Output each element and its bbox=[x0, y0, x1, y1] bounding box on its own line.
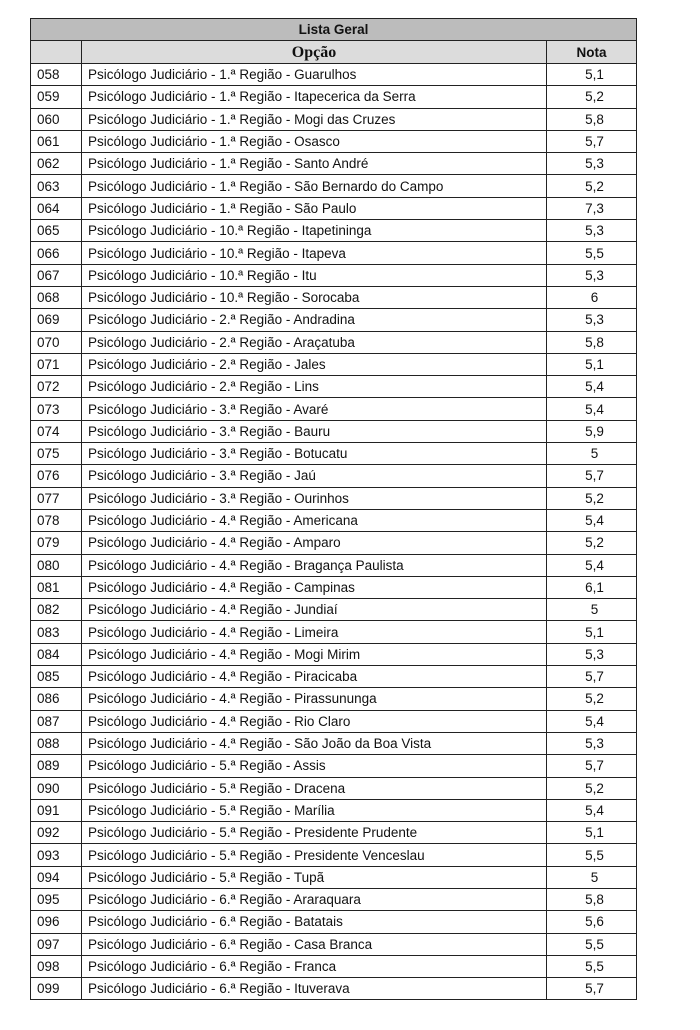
row-opcao: Psicólogo Judiciário - 6.ª Região - Ituverava bbox=[82, 978, 547, 1000]
row-opcao: Psicólogo Judiciário - 5.ª Região - Dracena bbox=[82, 777, 547, 799]
row-nota: 5,2 bbox=[547, 175, 637, 197]
row-opcao: Psicólogo Judiciário - 2.ª Região - Andradina bbox=[82, 309, 547, 331]
row-number: 099 bbox=[31, 978, 82, 1000]
row-number: 080 bbox=[31, 554, 82, 576]
row-nota: 5,4 bbox=[547, 799, 637, 821]
table-row bbox=[31, 64, 637, 86]
table-title: Lista Geral bbox=[31, 19, 637, 41]
row-number: 063 bbox=[31, 175, 82, 197]
table-row bbox=[31, 286, 637, 308]
row-nota: 5,5 bbox=[547, 933, 637, 955]
row-opcao: Psicólogo Judiciário - 3.ª Região - Avaré bbox=[82, 398, 547, 420]
row-nota: 5,4 bbox=[547, 554, 637, 576]
table-row bbox=[31, 264, 637, 286]
table-row bbox=[31, 153, 637, 175]
table-row bbox=[31, 666, 637, 688]
row-nota: 5,7 bbox=[547, 755, 637, 777]
table-header-row bbox=[31, 41, 637, 64]
row-number: 072 bbox=[31, 376, 82, 398]
row-nota: 6 bbox=[547, 286, 637, 308]
row-nota: 5,7 bbox=[547, 130, 637, 152]
row-number: 084 bbox=[31, 643, 82, 665]
row-opcao: Psicólogo Judiciário - 10.ª Região - Sorocaba bbox=[82, 286, 547, 308]
row-number: 095 bbox=[31, 888, 82, 910]
row-opcao: Psicólogo Judiciário - 5.ª Região - Presidente Prudente bbox=[82, 822, 547, 844]
row-nota: 5,8 bbox=[547, 108, 637, 130]
row-nota: 5,6 bbox=[547, 911, 637, 933]
row-opcao: Psicólogo Judiciário - 4.ª Região - Americana bbox=[82, 509, 547, 531]
header-num bbox=[31, 41, 82, 64]
row-opcao: Psicólogo Judiciário - 4.ª Região - Rio Claro bbox=[82, 710, 547, 732]
row-nota: 5,3 bbox=[547, 732, 637, 754]
row-number: 060 bbox=[31, 108, 82, 130]
row-opcao: Psicólogo Judiciário - 4.ª Região - Mogi Mirim bbox=[82, 643, 547, 665]
row-opcao: Psicólogo Judiciário - 3.ª Região - Bauru bbox=[82, 420, 547, 442]
row-nota: 5,1 bbox=[547, 64, 637, 86]
row-nota: 5,8 bbox=[547, 331, 637, 353]
row-number: 058 bbox=[31, 64, 82, 86]
row-nota: 6,1 bbox=[547, 576, 637, 598]
row-nota: 5,7 bbox=[547, 978, 637, 1000]
table-row bbox=[31, 621, 637, 643]
table-row bbox=[31, 732, 637, 754]
row-nota: 5,3 bbox=[547, 220, 637, 242]
row-opcao: Psicólogo Judiciário - 1.ª Região - Guarulhos bbox=[82, 64, 547, 86]
table-row bbox=[31, 130, 637, 152]
table-row bbox=[31, 86, 637, 108]
row-opcao: Psicólogo Judiciário - 4.ª Região - Amparo bbox=[82, 532, 547, 554]
row-nota: 5,9 bbox=[547, 420, 637, 442]
row-opcao: Psicólogo Judiciário - 4.ª Região - Campinas bbox=[82, 576, 547, 598]
row-nota: 5,2 bbox=[547, 532, 637, 554]
row-nota: 5,4 bbox=[547, 509, 637, 531]
table-row bbox=[31, 420, 637, 442]
row-nota: 5,4 bbox=[547, 710, 637, 732]
row-opcao: Psicólogo Judiciário - 10.ª Região - Itu bbox=[82, 264, 547, 286]
table-row bbox=[31, 643, 637, 665]
row-opcao: Psicólogo Judiciário - 4.ª Região - Piracicaba bbox=[82, 666, 547, 688]
row-nota: 5,7 bbox=[547, 666, 637, 688]
row-number: 082 bbox=[31, 599, 82, 621]
row-nota: 5,2 bbox=[547, 777, 637, 799]
row-number: 079 bbox=[31, 532, 82, 554]
table-row bbox=[31, 911, 637, 933]
table-row bbox=[31, 888, 637, 910]
row-opcao: Psicólogo Judiciário - 5.ª Região - Tupã bbox=[82, 866, 547, 888]
row-opcao: Psicólogo Judiciário - 5.ª Região - Presidente Venceslau bbox=[82, 844, 547, 866]
row-nota: 5,3 bbox=[547, 309, 637, 331]
row-number: 097 bbox=[31, 933, 82, 955]
table-row bbox=[31, 777, 637, 799]
row-number: 089 bbox=[31, 755, 82, 777]
row-opcao: Psicólogo Judiciário - 10.ª Região - Itapetininga bbox=[82, 220, 547, 242]
row-number: 098 bbox=[31, 955, 82, 977]
row-number: 074 bbox=[31, 420, 82, 442]
row-opcao: Psicólogo Judiciário - 1.ª Região - São Bernardo do Campo bbox=[82, 175, 547, 197]
header-opcao: Opção bbox=[82, 41, 547, 64]
row-nota: 5,3 bbox=[547, 153, 637, 175]
row-opcao: Psicólogo Judiciário - 6.ª Região - Casa Branca bbox=[82, 933, 547, 955]
row-opcao: Psicólogo Judiciário - 5.ª Região - Assis bbox=[82, 755, 547, 777]
table-row bbox=[31, 576, 637, 598]
row-nota: 5,1 bbox=[547, 353, 637, 375]
row-number: 070 bbox=[31, 331, 82, 353]
row-nota: 5,4 bbox=[547, 376, 637, 398]
row-number: 076 bbox=[31, 465, 82, 487]
row-nota: 5,8 bbox=[547, 888, 637, 910]
row-number: 067 bbox=[31, 264, 82, 286]
table-title-row bbox=[31, 19, 637, 41]
table-body bbox=[31, 64, 637, 1000]
row-nota: 5 bbox=[547, 866, 637, 888]
row-nota: 5,2 bbox=[547, 86, 637, 108]
row-number: 081 bbox=[31, 576, 82, 598]
header-nota: Nota bbox=[547, 41, 637, 64]
row-opcao: Psicólogo Judiciário - 6.ª Região - Araraquara bbox=[82, 888, 547, 910]
table-row bbox=[31, 599, 637, 621]
row-nota: 5,7 bbox=[547, 465, 637, 487]
table-row bbox=[31, 755, 637, 777]
row-opcao: Psicólogo Judiciário - 3.ª Região - Ourinhos bbox=[82, 487, 547, 509]
row-number: 064 bbox=[31, 197, 82, 219]
row-opcao: Psicólogo Judiciário - 1.ª Região - Osasco bbox=[82, 130, 547, 152]
row-number: 091 bbox=[31, 799, 82, 821]
row-number: 077 bbox=[31, 487, 82, 509]
row-number: 094 bbox=[31, 866, 82, 888]
row-nota: 5,1 bbox=[547, 822, 637, 844]
lista-geral-table bbox=[30, 18, 637, 1000]
table-row bbox=[31, 331, 637, 353]
row-nota: 5,2 bbox=[547, 487, 637, 509]
row-number: 078 bbox=[31, 509, 82, 531]
row-nota: 5,2 bbox=[547, 688, 637, 710]
row-number: 066 bbox=[31, 242, 82, 264]
row-opcao: Psicólogo Judiciário - 3.ª Região - Jaú bbox=[82, 465, 547, 487]
table-row bbox=[31, 398, 637, 420]
row-number: 093 bbox=[31, 844, 82, 866]
row-nota: 5,5 bbox=[547, 242, 637, 264]
row-nota: 5,1 bbox=[547, 621, 637, 643]
table-row bbox=[31, 955, 637, 977]
row-nota: 5,4 bbox=[547, 398, 637, 420]
table-row bbox=[31, 509, 637, 531]
table-row bbox=[31, 710, 637, 732]
row-opcao: Psicólogo Judiciário - 4.ª Região - São João da Boa Vista bbox=[82, 732, 547, 754]
row-number: 090 bbox=[31, 777, 82, 799]
row-number: 096 bbox=[31, 911, 82, 933]
table-row bbox=[31, 866, 637, 888]
row-number: 071 bbox=[31, 353, 82, 375]
table-row bbox=[31, 933, 637, 955]
table-row bbox=[31, 242, 637, 264]
row-opcao: Psicólogo Judiciário - 6.ª Região - Batatais bbox=[82, 911, 547, 933]
table-row bbox=[31, 688, 637, 710]
table-row bbox=[31, 220, 637, 242]
table-row bbox=[31, 309, 637, 331]
row-nota: 5 bbox=[547, 599, 637, 621]
row-number: 068 bbox=[31, 286, 82, 308]
row-number: 087 bbox=[31, 710, 82, 732]
row-opcao: Psicólogo Judiciário - 4.ª Região - Bragança Paulista bbox=[82, 554, 547, 576]
row-opcao: Psicólogo Judiciário - 10.ª Região - Itapeva bbox=[82, 242, 547, 264]
table-row bbox=[31, 799, 637, 821]
table-row bbox=[31, 353, 637, 375]
row-number: 073 bbox=[31, 398, 82, 420]
row-opcao: Psicólogo Judiciário - 2.ª Região - Lins bbox=[82, 376, 547, 398]
row-number: 069 bbox=[31, 309, 82, 331]
row-opcao: Psicólogo Judiciário - 1.ª Região - Mogi das Cruzes bbox=[82, 108, 547, 130]
row-opcao: Psicólogo Judiciário - 2.ª Região - Araçatuba bbox=[82, 331, 547, 353]
row-number: 062 bbox=[31, 153, 82, 175]
table-row bbox=[31, 844, 637, 866]
row-nota: 5,5 bbox=[547, 844, 637, 866]
table-row bbox=[31, 465, 637, 487]
table-row bbox=[31, 197, 637, 219]
row-opcao: Psicólogo Judiciário - 4.ª Região - Pirassununga bbox=[82, 688, 547, 710]
row-nota: 5 bbox=[547, 443, 637, 465]
table-row bbox=[31, 108, 637, 130]
row-number: 088 bbox=[31, 732, 82, 754]
row-number: 086 bbox=[31, 688, 82, 710]
row-opcao: Psicólogo Judiciário - 1.ª Região - São Paulo bbox=[82, 197, 547, 219]
row-number: 075 bbox=[31, 443, 82, 465]
table-row bbox=[31, 978, 637, 1000]
row-number: 065 bbox=[31, 220, 82, 242]
row-opcao: Psicólogo Judiciário - 3.ª Região - Botucatu bbox=[82, 443, 547, 465]
row-opcao: Psicólogo Judiciário - 5.ª Região - Marília bbox=[82, 799, 547, 821]
table-row bbox=[31, 822, 637, 844]
row-opcao: Psicólogo Judiciário - 2.ª Região - Jales bbox=[82, 353, 547, 375]
row-opcao: Psicólogo Judiciário - 4.ª Região - Jundiaí bbox=[82, 599, 547, 621]
row-number: 085 bbox=[31, 666, 82, 688]
row-opcao: Psicólogo Judiciário - 6.ª Região - Franca bbox=[82, 955, 547, 977]
row-nota: 5,3 bbox=[547, 643, 637, 665]
row-opcao: Psicólogo Judiciário - 1.ª Região - Santo André bbox=[82, 153, 547, 175]
row-nota: 5,3 bbox=[547, 264, 637, 286]
row-number: 059 bbox=[31, 86, 82, 108]
row-number: 061 bbox=[31, 130, 82, 152]
row-number: 083 bbox=[31, 621, 82, 643]
table-row bbox=[31, 443, 637, 465]
table-row bbox=[31, 487, 637, 509]
row-number: 092 bbox=[31, 822, 82, 844]
row-nota: 7,3 bbox=[547, 197, 637, 219]
table-row bbox=[31, 175, 637, 197]
row-opcao: Psicólogo Judiciário - 1.ª Região - Itapecerica da Serra bbox=[82, 86, 547, 108]
row-opcao: Psicólogo Judiciário - 4.ª Região - Limeira bbox=[82, 621, 547, 643]
table-row bbox=[31, 376, 637, 398]
row-nota: 5,5 bbox=[547, 955, 637, 977]
table-row bbox=[31, 532, 637, 554]
table-row bbox=[31, 554, 637, 576]
